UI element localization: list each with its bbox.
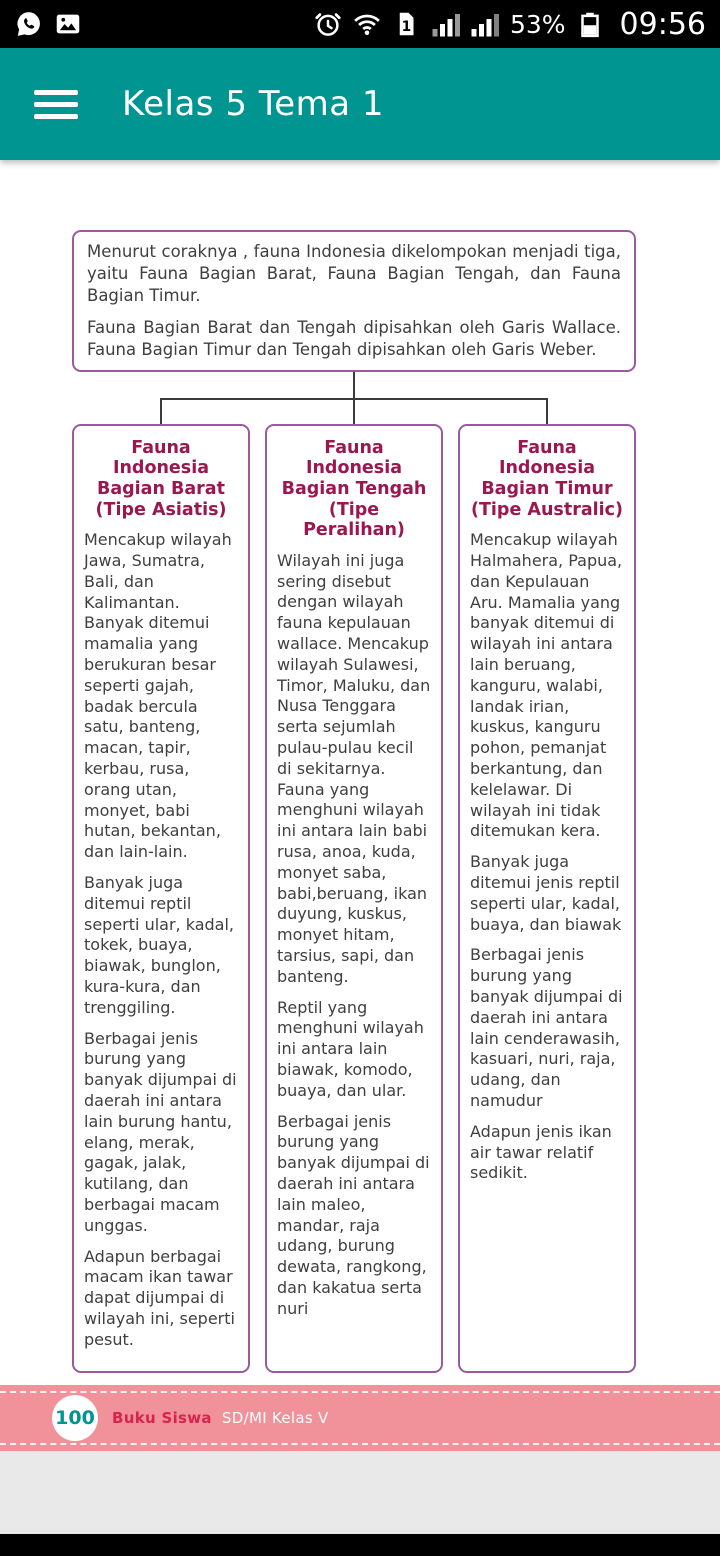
sim-slot-number: 1 bbox=[401, 18, 412, 35]
status-bar-notifications bbox=[14, 9, 83, 39]
column-paragraph: Mencakup wilayah Halmahera, Papua, dan Kepulauan Aru. Mamalia yang banyak ditemui di wilayah ini antara lain beruang, kanguru, walabi, landak irian, kuskus, kanguru pohon, pemanjat berkantung, dan kelelawar. Di wilayah ini tidak ditemukan kera. bbox=[470, 530, 623, 841]
intro-paragraph: Fauna Bagian Barat dan Tengah dipisahkan oleh Garis Wallace. Fauna Bagian Timur dan Tengah dipisahkan oleh Garis Weber. bbox=[87, 317, 621, 359]
diagram-connector bbox=[72, 372, 636, 424]
column-paragraph: Mencakup wilayah Jawa, Sumatra, Bali, dan Kalimantan. Banyak ditemui mamalia yang berukuran besar seperti gajah, badak bercula satu, banteng, macan, tapir, kerbau, rusa, orang utan, monyet, babi hutan, bekantan, dan lain-lain. bbox=[84, 530, 232, 862]
column-paragraph: Wilayah ini juga sering disebut dengan wilayah fauna kepulauan wallace. Mencakup wilayah Sulawesi, Timor, Maluku, dan Nusa Tenggara serta sejumlah pulau-pulau kecil di sekitarnya. Fauna yang menghuni wilayah ini antara lain babi rusa, anoa, kuda, monyet saba, babi,beruang, ikan duyung, kuskus, monyet hitam, tarsius, sapi, dan banteng. bbox=[277, 550, 431, 986]
column-paragraph: Berbagai jenis burung yang banyak dijumpai di daerah ini antara lain cenderawasih, kasuari, nuri, raja, udang, dan namudur bbox=[470, 945, 623, 1110]
battery-percent: 53% bbox=[509, 9, 566, 39]
fauna-box-title: Fauna Indonesia Bagian Tengah (Tipe Peralihan) bbox=[281, 437, 427, 541]
page-number-badge: 100 bbox=[52, 1395, 98, 1441]
clock-time: 09:56 bbox=[619, 6, 706, 42]
column-paragraph: Berbagai jenis burung yang banyak dijumpai di daerah ini antara lain burung hantu, elang, merak, gagak, jalak, kutilang, dan berbagai macam unggas. bbox=[84, 1028, 237, 1235]
column-paragraph: Berbagai jenis burung yang banyak dijumpai di daerah ini antara lain maleo, mandar, raja udang, burung dewata, rangkong, dan kakatua serta nuri bbox=[277, 1111, 430, 1318]
wifi-icon bbox=[352, 9, 382, 39]
fauna-columns bbox=[72, 424, 636, 1373]
android-nav-bar[interactable] bbox=[0, 1534, 720, 1556]
sim1-icon bbox=[391, 9, 421, 39]
connector-line bbox=[353, 398, 355, 424]
fauna-box-barat bbox=[72, 424, 250, 1373]
fauna-box-timur bbox=[458, 424, 636, 1373]
whatsapp-icon bbox=[14, 9, 44, 39]
book-label-regular: SD/MI Kelas V bbox=[221, 1408, 329, 1427]
book-label-bold: Buku Siswa bbox=[112, 1408, 212, 1427]
page-title: Kelas 5 Tema 1 bbox=[122, 84, 385, 124]
column-paragraph: Reptil yang menghuni wilayah ini antara lain biawak, komodo, buaya, dan ular. bbox=[277, 997, 424, 1100]
connector-line bbox=[353, 372, 355, 399]
signal-icon bbox=[469, 9, 499, 39]
column-paragraph: Adapun jenis ikan air tawar relatif sedikit. bbox=[470, 1121, 612, 1183]
intro-box bbox=[72, 230, 636, 372]
status-bar bbox=[0, 0, 720, 48]
column-paragraph: Adapun berbagai macam ikan tawar dapat dijumpai di wilayah ini, seperti pesut. bbox=[84, 1246, 235, 1349]
fauna-box-title: Fauna Indonesia Bagian Barat (Tipe Asiatis) bbox=[95, 437, 227, 520]
gallery-icon bbox=[53, 9, 83, 39]
connector-line bbox=[546, 398, 548, 424]
page-footer bbox=[0, 1385, 720, 1451]
app-bar bbox=[0, 48, 720, 160]
column-paragraph: Banyak juga ditemui reptil seperti ular, kadal, tokek, buaya, biawak, bunglon, kura-kura, dan trenggiling. bbox=[84, 873, 234, 1017]
intro-paragraph: Menurut coraknya , fauna Indonesia dikelompokan menjadi tiga, yaitu Fauna Bagian Barat, Fauna Bagian Tengah, dan Fauna Bagian Timur. bbox=[87, 242, 621, 305]
battery-icon bbox=[575, 9, 605, 39]
status-bar-system bbox=[313, 7, 706, 42]
fauna-box-title: Fauna Indonesia Bagian Timur (Tipe Australic) bbox=[470, 437, 623, 520]
menu-button[interactable] bbox=[34, 83, 78, 126]
connector-line bbox=[160, 398, 162, 424]
page-scroll-area[interactable] bbox=[0, 160, 720, 1385]
book-label bbox=[112, 1409, 329, 1427]
alarm-icon bbox=[313, 9, 343, 39]
bottom-gray-strip bbox=[0, 1451, 720, 1534]
column-paragraph: Banyak juga ditemui jenis reptil seperti ular, kadal, buaya, dan biawak bbox=[470, 852, 622, 934]
signal-icon bbox=[430, 9, 460, 39]
fauna-box-tengah bbox=[265, 424, 443, 1373]
